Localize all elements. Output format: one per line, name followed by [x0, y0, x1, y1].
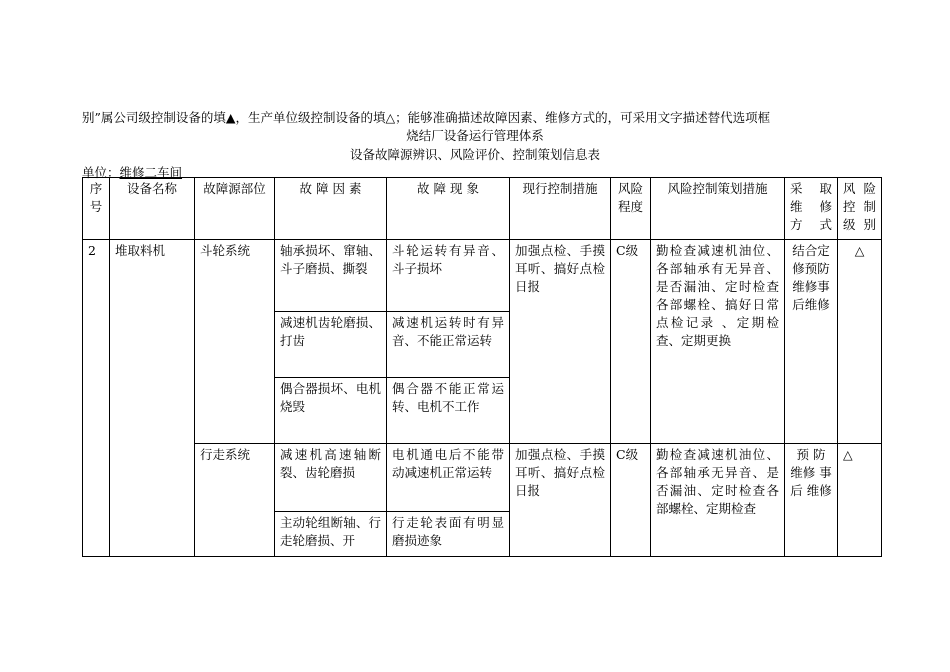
- phenomenon-cell: 电机通电后不能带动减速机正常运转: [387, 444, 510, 512]
- factor-cell: 轴承损坏、窜轴、斗子磨损、撕裂: [275, 240, 387, 312]
- risk-cell: C级: [611, 240, 651, 444]
- header-plan: 风险控制策划措施: [651, 178, 785, 240]
- header-phenomenon: 故 障 现 象: [387, 178, 510, 240]
- risk-cell: C级: [611, 444, 651, 557]
- plan-cell: 勤检查减速机油位、各部轴承无异音、是否漏油、定时检查各部螺栓、定期检查: [651, 444, 785, 557]
- level-cell: △: [838, 444, 882, 557]
- part-cell: 斗轮系统: [195, 240, 275, 444]
- header-factor: 故 障 因 素: [275, 178, 387, 240]
- fault-risk-table: [82, 177, 882, 557]
- header-seq: 序号: [83, 178, 110, 240]
- factor-cell: 减速机高速轴断裂、齿轮磨损: [275, 444, 387, 512]
- equipment-cell: 堆取料机: [110, 240, 195, 557]
- header-equipment: 设备名称: [110, 178, 195, 240]
- method-cell: 结合定修预防维修事后维修: [785, 240, 838, 444]
- phenomenon-cell: 斗轮运转有异音、斗子损坏: [387, 240, 510, 312]
- current-measures-cell: 加强点检、手摸耳听、搞好点检日报: [510, 444, 611, 557]
- header-method: 采 取 维 修 方式: [785, 178, 838, 240]
- header-row: [83, 178, 882, 240]
- method-cell: 预 防 维修 事 后 维修: [785, 444, 838, 557]
- phenomenon-cell: 偶合器不能正常运转、电机不工作: [387, 378, 510, 444]
- header-current-measures: 现行控制措施: [510, 178, 611, 240]
- header-part: 故障源部位: [195, 178, 275, 240]
- unit-label: 单位：: [82, 165, 120, 180]
- header-risk: 风险程度: [611, 178, 651, 240]
- table-row: [83, 240, 882, 312]
- document-title: 烧结厂设备运行管理体系: [406, 128, 544, 143]
- factor-cell: 偶合器损坏、电机烧毁: [275, 378, 387, 444]
- header-level: 风 险 控 制 级别: [838, 178, 882, 240]
- part-cell: 行走系统: [195, 444, 275, 557]
- level-cell: △: [838, 240, 882, 444]
- factor-cell: 减速机齿轮磨损、打齿: [275, 312, 387, 378]
- phenomenon-cell: 行走轮表面有明显磨损迹象: [387, 512, 510, 557]
- phenomenon-cell: 减速机运转时有异音、不能正常运转: [387, 312, 510, 378]
- current-measures-cell: 加强点检、手摸耳听、搞好点检日报: [510, 240, 611, 444]
- plan-cell: 勤检查减速机油位、各部轴承有无异音、是否漏油、定时检查各部螺栓、搞好日常点检记录 、定期检查、定期更换: [651, 240, 785, 444]
- instruction-note: 别”属公司级控制设备的填▲，生产单位级控制设备的填△；能够准确描述故障因素、维修方式的，可采用文字描述替代选项框: [82, 110, 771, 125]
- table-title: 设备故障源辨识、风险评价、控制策划信息表: [349, 147, 600, 162]
- factor-cell: 主动轮组断轴、行走轮磨损、开: [275, 512, 387, 557]
- unit-value: 维修二车间: [119, 165, 183, 180]
- table-row: [83, 444, 882, 512]
- seq-cell: 2: [83, 240, 110, 557]
